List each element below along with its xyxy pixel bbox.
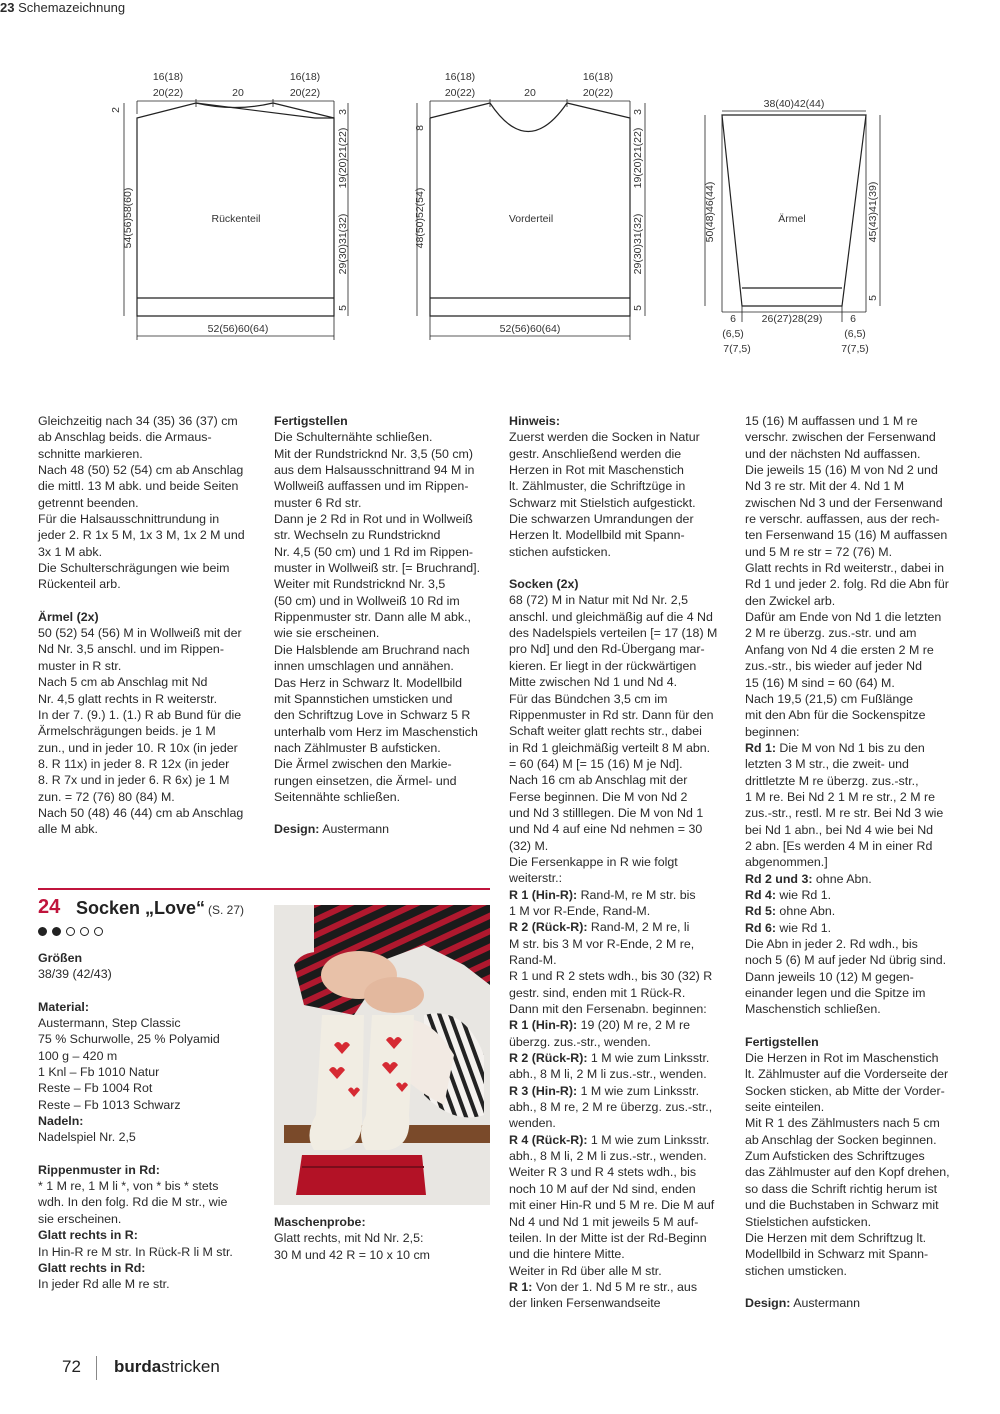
svg-text:2: 2 (110, 107, 122, 113)
instruction-paragraph (509, 1083, 735, 1132)
instruction-text: wie Rd 1. Die Abn in jeder 2. Rd wdh., bis noch 5 (6) M auf jeder Nd übrig sind. Dann jeweils 10 (12) M gegen- einander legen und die Spitze im Maschenstich schließen. (745, 920, 947, 1017)
svg-text:16(18): 16(18) (444, 71, 476, 83)
instruction-paragraph (509, 1017, 735, 1050)
col4-text: Die Herzen in Rot im Maschenstich lt. Zählmuster auf die Vorderseite der Socken sticken, ab Mitte der Vorder- seite einteilen. Mit R 1 des Zählmusters nach 5 cm ab Anschlag der Socken beginnen. Zum Aufsticken des Schriftzuges das Zählmuster auf den Kopf drehen, so dass die Schrift richtig herum ist und die Buchstaben in Schwarz mit Stielstichen aufsticken. Die Herzen mit dem Schriftzug lt. Modellbild in Schwarz mit Spann- stichen umsticken. (745, 1051, 950, 1278)
svg-text:Vorderteil: Vorderteil (508, 213, 554, 225)
instruction-label: R 1 (Hin-R): (509, 1018, 578, 1033)
schematic-drawing (0, 0, 1000, 380)
svg-text:45(43)41(39): 45(43)41(39) (867, 181, 879, 243)
materials-text: Nadelspiel Nr. 2,5 (38, 1130, 136, 1145)
instruction-label: Rd 4: (745, 887, 776, 902)
instruction-text: 1 M wie zum Linksstr. abh., 8 M re, 2 M re überzg. zus.-str., wenden. (509, 1083, 713, 1131)
difficulty-dot-filled (52, 927, 61, 936)
instruction-label: Rd 1: (745, 740, 776, 755)
svg-text:8: 8 (414, 125, 426, 131)
instruction-label: R 1: (509, 1279, 533, 1294)
col4-design: Design: Austermann (745, 1295, 861, 1310)
instruction-label: R 3 (Hin-R): (509, 1083, 578, 1098)
svg-text:29(30)31(32): 29(30)31(32) (632, 213, 644, 275)
materials-text: 38/39 (42/43) (38, 967, 112, 982)
materials-text: In jeder Rd alle M re str. (38, 1277, 170, 1292)
instruction-label: R 2 (Rück-R): (509, 920, 588, 935)
instruction-paragraph (509, 1132, 735, 1279)
svg-text:6: 6 (850, 313, 856, 325)
instruction-paragraph (745, 920, 970, 1018)
col3-text: Zuerst werden die Socken in Natur gestr. Anschließend werden die Herzen in Rot mit Maschenstich lt. Zählmuster, die Schriftzüge in Schwarz mit Stielstich aufgestickt. Die schwarzen Umrandungen der Herzen lt. Modellbild mit Spann- stichen aufsticken. (509, 430, 700, 559)
page-number: 72 (62, 1357, 81, 1376)
gauge-text: Glatt rechts, mit Nd Nr. 2,5: 30 M und 42 R = 10 x 10 cm (274, 1231, 431, 1262)
column-4 (745, 413, 970, 1311)
materials-text: * 1 M re, 1 M li *, von * bis * stets wdh. In den folg. Rd die M str., wie sie erscheinen. (38, 1179, 228, 1226)
materials-heading: Material: (38, 999, 89, 1014)
instruction-paragraph (509, 592, 735, 886)
svg-text:(6,5): (6,5) (722, 328, 744, 340)
svg-text:16(18): 16(18) (289, 71, 321, 83)
difficulty-dot-empty (94, 927, 103, 936)
instruction-label: R 1 (Hin-R): (509, 887, 578, 902)
instruction-text: 19 (20) M re, 2 M re überzg. zus.-str., wenden. (509, 1018, 691, 1049)
instruction-paragraph (745, 740, 970, 871)
svg-text:6: 6 (730, 313, 736, 325)
col1-sleeve-text: 50 (52) 54 (56) M in Wollweiß mit der Nd Nr. 3,5 anschl. und im Rippen- muster in R str. Nach 5 cm ab Anschlag mit Nd Nr. 4,5 glatt rechts in R weiterstr. In der 7. (9.) 1. (1.) R ab Bund für die Ärmelschrägungen beids. je 1 M zun., und in jeder 10. R 10x (in jeder 8. R 11x) in jeder 8. R 12x (in jeder 8. R 7x und in jeder 6. R 6x) je 1 M zun. = 72 (76) 80 (84) M. Nach 50 (48) 46 (44) cm ab Anschlag alle M abk. (38, 626, 244, 837)
difficulty-dot-empty (66, 927, 75, 936)
col4-heading: Fertigstellen (745, 1034, 819, 1049)
instruction-text: Rand-M, re M str. bis 1 M vor R-Ende, Rand-M. (509, 887, 696, 918)
instruction-paragraph (745, 903, 970, 919)
magazine-brand: burdastricken (114, 1357, 220, 1376)
col3-instructions (509, 592, 735, 1311)
svg-text:3: 3 (632, 109, 644, 115)
section-page-ref: (S. 27) (208, 903, 245, 917)
svg-text:50(48)46(44): 50(48)46(44) (704, 181, 716, 243)
svg-text:5: 5 (337, 305, 349, 311)
svg-text:19(20)21(22): 19(20)21(22) (337, 127, 349, 189)
svg-text:16(18): 16(18) (152, 71, 184, 83)
svg-text:29(30)31(32): 29(30)31(32) (337, 213, 349, 275)
instruction-text: ohne Abn. (775, 904, 836, 919)
svg-text:54(56)58(60): 54(56)58(60) (122, 187, 134, 249)
instruction-paragraph (509, 1279, 735, 1312)
svg-text:Rückenteil: Rückenteil (211, 213, 261, 225)
instruction-text: 1 M wie zum Linksstr. abh., 8 M li, 2 M li zus.-str., wenden. Weiter R 3 und R 4 stets wdh., bis noch 10 M auf der Nd sind, enden mit einer Hin-R und 5 M re. Die M auf Nd 4 und Nd 1 mit jeweils 5 M auf- teilen. In der Mitte ist der Rd-Beginn und die hintere Mitte. Weiter in Rd über alle M str. (509, 1132, 715, 1278)
instruction-paragraph (745, 871, 970, 887)
instruction-paragraph (745, 413, 970, 740)
svg-text:20(22): 20(22) (152, 87, 184, 99)
column-1 (38, 413, 263, 838)
col1-text: Gleichzeitig nach 34 (35) 36 (37) cm ab Anschlag beids. die Armaus- schnitte markieren. Nach 48 (50) 52 (54) cm ab Anschlag die mittl. 13 M abk. und beide Seiten getrennt beenden. Für die Halsausschnittrundung in jeder 2. R 1x 5 M, 1x 3 M, 1x 2 M und 3x 1 M abk. Die Schulterschrägungen wie beim Rückenteil arb. (38, 414, 245, 592)
materials-heading: Größen (38, 951, 83, 965)
gauge-heading: Maschenprobe: (274, 1215, 366, 1229)
svg-text:52(56)60(64): 52(56)60(64) (207, 323, 269, 335)
svg-text:7(7,5): 7(7,5) (723, 343, 751, 355)
difficulty-dot-empty (80, 927, 89, 936)
socks-materials (38, 950, 263, 1293)
col2-heading: Fertigstellen (274, 414, 348, 428)
col1-heading: Ärmel (2x) (38, 609, 99, 624)
materials-heading: Rippenmuster in Rd: (38, 1162, 160, 1177)
col2-design: Design: Austermann (274, 822, 390, 837)
instruction-text: Die M von Nd 1 bis zu den letzten 3 M str., die zweit- und drittletzte M re überzg. zus.-str., 1 M re. Bei Nd 2 1 M re str., 2 M re zus.-str., restl. M re str. Bei Nd 3 wie bei Nd 1 abn., bei Nd 4 wie bei Nd 2 abn. [Es werden 4 M in einer Rd abgenommen.] (745, 740, 944, 870)
svg-text:26(27)28(29): 26(27)28(29) (761, 313, 823, 325)
instruction-text: 15 (16) M auffassen und 1 M re verschr. zwischen der Fersenwand und der nächsten Nd auffassen. Die jeweils 15 (16) M von Nd 2 und Nd 3 re str. Mit der 4. Nd 1 M zwischen Nd 3 und der Fersenwand re verschr. auffassen, aus der rech- ten Fersenwand 15 (16) M auffassen und 5 M re str = 72 (76) M. Glatt rechts in Rd weiterstr., dabei in Rd 1 und jeder 2. folg. Rd die Abn für den Zwickel arb. Dafür am Ende von Nd 1 die letzten 2 M re überzg. zus.-str. und am Anfang von Nd 4 die ersten 2 M re zus.-str., bis wieder auf jeder Nd 15 (16) M sind = 60 (64) M. Nach 19,5 (21,5) cm Fußlänge mit den Abn für die Sockenspitze beginnen: (745, 414, 949, 739)
footer-divider (96, 1356, 97, 1380)
svg-text:20: 20 (524, 87, 536, 99)
svg-text:20(22): 20(22) (289, 87, 321, 99)
gauge-block (274, 1214, 494, 1263)
instruction-text: ohne Abn. (812, 871, 872, 886)
svg-text:48(50)52(54): 48(50)52(54) (414, 187, 426, 249)
difficulty-rating (38, 927, 103, 936)
svg-text:(6,5): (6,5) (844, 328, 866, 340)
svg-text:38(40)42(44): 38(40)42(44) (763, 98, 825, 110)
svg-text:Ärmel: Ärmel (778, 213, 806, 225)
col2-text: Die Schulternähte schließen. Mit der Rundstricknd Nr. 3,5 (50 cm) aus dem Halsausschnittrand 94 M in Wollweiß auffassen und im Rippen- muster 6 Rd str. Dann je 2 Rd in Rot und in Wollweiß str. Wechseln zu Rundstricknd Nr. 4,5 (50 cm) und 1 Rd im Rippen- muster in Wollweiß str. [= Bruchrand]. Weiter mit Rundstricknd Nr. 3,5 (50 cm) und in Wollweiß 10 Rd im Rippenmuster str. Dann alle M abk., wie sie erscheinen. Die Halsblende am Bruchrand nach innen umschlagen und annähen. Das Herz in Schwarz lt. Modellbild mit Spannstichen umsticken und den Schriftzug Love in Schwarz 5 R unterhalb vom Herz im Maschenstich nach Zählmuster B aufsticken. Die Ärmel zwischen den Markie- rungen einsetzen, die Ärmel- und Seitennähte schließen. (274, 430, 481, 804)
difficulty-dot-filled (38, 927, 47, 936)
section-rule (38, 888, 490, 890)
col4-instructions (745, 413, 970, 1018)
svg-text:3: 3 (337, 109, 349, 115)
svg-text:7(7,5): 7(7,5) (841, 343, 869, 355)
col3-heading-2: Socken (2x) (509, 577, 579, 592)
section-title: Socken „Love“ (76, 898, 206, 918)
column-2 (274, 413, 494, 838)
instruction-text: wie Rd 1. (775, 887, 832, 902)
instruction-label: R 2 (Rück-R): (509, 1051, 588, 1066)
schematic-header: 23 Schemazeichnung (0, 0, 126, 15)
instruction-paragraph (509, 1050, 735, 1083)
instruction-label: R 4 (Rück-R): (509, 1132, 588, 1147)
instruction-text: 1 M wie zum Linksstr. abh., 8 M li, 2 M li zus.-str., wenden. (509, 1051, 710, 1082)
svg-text:20: 20 (232, 87, 244, 99)
materials-heading: Glatt rechts in R: (38, 1228, 138, 1243)
materials-heading: Nadeln: (38, 1114, 84, 1129)
materials-heading: Glatt rechts in Rd: (38, 1260, 146, 1275)
svg-text:5: 5 (867, 295, 879, 301)
instruction-label: Rd 6: (745, 920, 776, 935)
instruction-text: Rand-M, 2 M re, li M str. bis 3 M vor R-Ende, 2 M re, Rand-M. R 1 und R 2 stets wdh., bis 30 (32) R gestr. sind, enden mit 1 Rück-R. Dann mit den Fersenabn. beginnen: (509, 920, 713, 1017)
svg-text:20(22): 20(22) (582, 87, 614, 99)
materials-text: Austermann, Step Classic 75 % Schurwolle, 25 % Polyamid 100 g – 420 m 1 Knl – Fb 1010 Natur Reste – Fb 1004 Rot Reste – Fb 1013 Schwarz (38, 1016, 220, 1112)
materials-text: In Hin-R re M str. In Rück-R li M str. (38, 1244, 233, 1259)
svg-text:16(18): 16(18) (582, 71, 614, 83)
svg-text:5: 5 (632, 305, 644, 311)
instruction-text: Von der 1. Nd 5 M re str., aus der linken Fersenwandseite (509, 1279, 698, 1311)
instruction-paragraph (509, 919, 735, 1017)
column-3 (509, 413, 735, 1312)
col3-heading: Hinweis: (509, 414, 560, 428)
instruction-paragraph (745, 887, 970, 903)
instruction-paragraph (509, 887, 735, 920)
svg-text:52(56)60(64): 52(56)60(64) (499, 323, 561, 335)
svg-text:19(20)21(22): 19(20)21(22) (632, 127, 644, 189)
svg-text:20(22): 20(22) (444, 87, 476, 99)
section-number: 24 (38, 896, 61, 918)
instruction-label: Rd 5: (745, 904, 776, 919)
socks-photo (274, 905, 490, 1205)
instruction-label: Rd 2 und 3: (745, 871, 813, 886)
instruction-text: 68 (72) M in Natur mit Nd Nr. 2,5 anschl. und gleichmäßig auf die 4 Nd des Nadelspiels verteilen [= 17 (18) M pro Nd] und den Rd-Übergang mar- kieren. Er liegt in der rückwärtigen Mitte zwischen Nd 1 und Nd 4. Für das Bündchen 3,5 cm im Rippenmuster in Rd str. Dann für den Schaft weiter glatt rechts str., dabei in Rd 1 gleichmäßig verteilt 8 M abn. = 60 (64) M [= 15 (16) M je Nd]. Nach 16 cm ab Anschlag mit der Ferse beginnen. Die M von Nd 2 und Nd 3 stilllegen. Die M von Nd 1 und Nd 4 auf eine Nd nehmen = 30 (32) M. Die Fersenkappe in R wie folgt weiterstr.: (509, 593, 718, 886)
